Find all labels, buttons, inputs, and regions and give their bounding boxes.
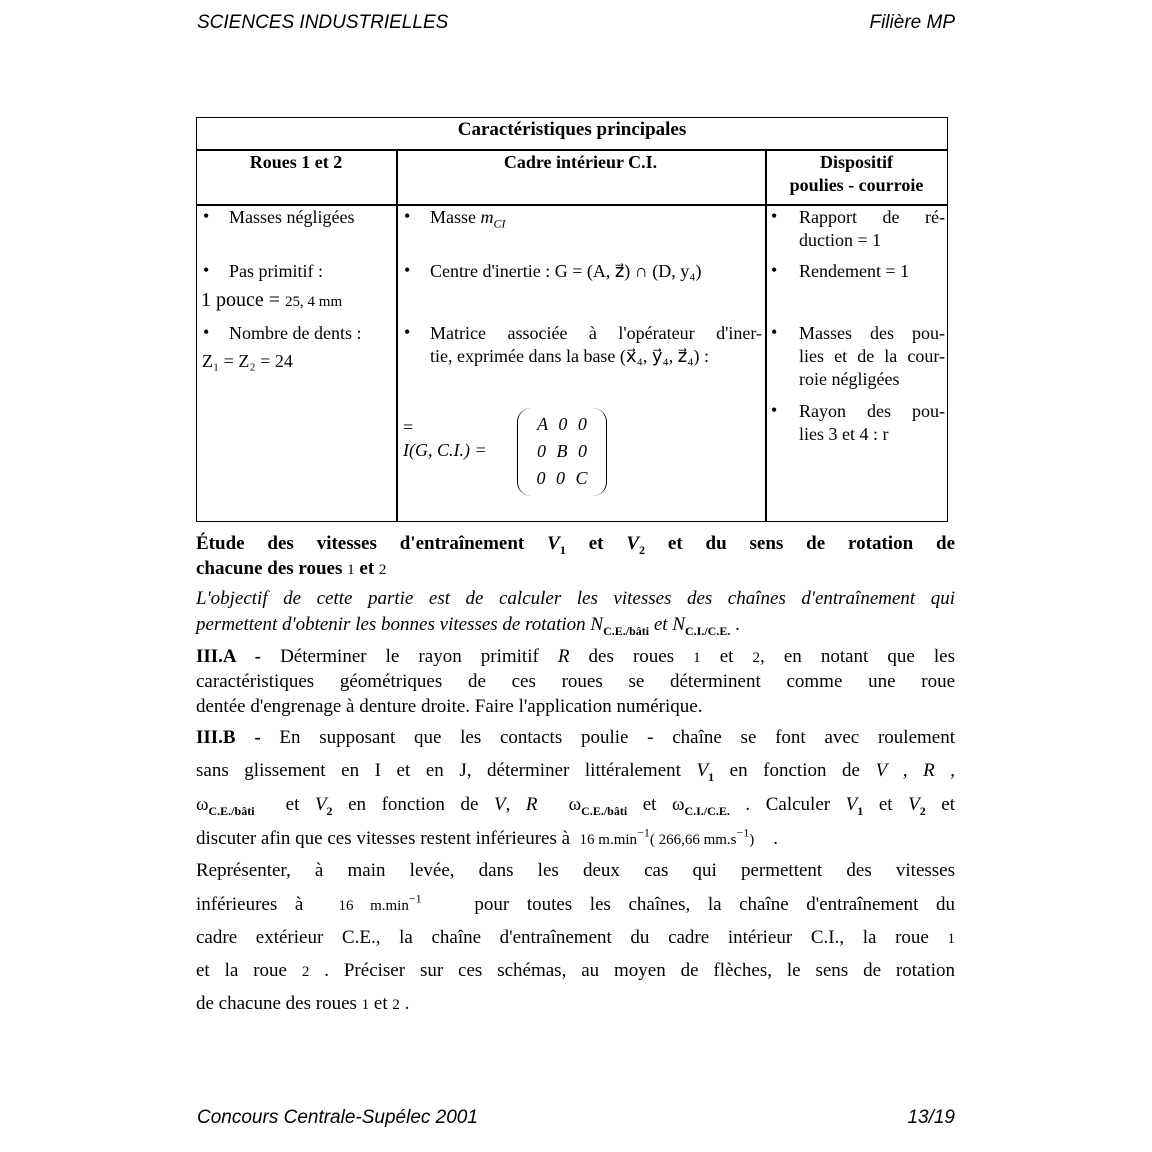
text-segment: et [369, 993, 393, 1014]
text-segment: 1 [361, 997, 370, 1013]
mass-label: Masse [430, 207, 481, 227]
text-segment: dentée d'engrenage à denture droite. Faire l'application numérique. [196, 696, 703, 717]
pulley-masses-l2: lies et de la cour- [799, 346, 945, 366]
pulley-masses-l3: roie négligées [799, 369, 900, 389]
wheels-teeth-value: Z₁ = Z₂ = 24 [202, 351, 293, 371]
text-segment: 2 [752, 650, 761, 666]
matrix-row: 0 B 0 [537, 441, 587, 461]
col-header-pulley-l1: Dispositif [819, 152, 893, 172]
text-segment: 1 [857, 803, 864, 818]
body-line [196, 825, 955, 850]
text-segment: et [700, 646, 753, 667]
text-segment: 1 [559, 542, 566, 557]
body-line [196, 993, 955, 1015]
pulley-ratio-l2: duction = 1 [799, 230, 882, 250]
text-segment: 1 [708, 769, 715, 784]
text-segment: V [845, 794, 858, 815]
text-segment: 1 [947, 931, 955, 947]
footer-left: Concours Centrale-Supélec 2001 [197, 1107, 478, 1128]
text-segment: Étude des vitesses d'entraînement [196, 533, 548, 554]
text-segment: N [672, 614, 685, 635]
text-segment: et [565, 533, 627, 554]
header-left: SCIENCES INDUSTRIELLES [197, 12, 449, 33]
text-segment: , [934, 760, 956, 781]
bullet: • [771, 206, 778, 226]
text-segment: C.E./bâti [208, 803, 255, 818]
matrix-row: A 0 0 [537, 414, 587, 434]
text-segment: C.I./C.E. [684, 803, 730, 818]
text-segment: pour toutes les chaînes, la chaîne d'entraînement du [421, 894, 955, 915]
text-segment: en fonction de [714, 760, 876, 781]
text-segment: R [525, 794, 538, 815]
inertia-matrix [517, 408, 607, 496]
body-line [196, 760, 955, 782]
text-segment: chacune des roues [196, 558, 348, 579]
body-line [196, 533, 955, 555]
text-segment: L'objectif de cette partie est de calculer les vitesses des chaînes d'entraînement qui [196, 588, 955, 609]
text-segment: −1 [408, 891, 422, 906]
col-header-pulley-l2: poulies - courroie [789, 175, 924, 195]
body-line [196, 794, 955, 816]
text-segment: 1 [347, 562, 355, 578]
text-segment: C.E./bâti [603, 623, 650, 638]
text-segment: V [626, 533, 640, 554]
text-segment: R [923, 760, 935, 781]
text-segment: et ω [627, 794, 685, 815]
text-segment: V [908, 794, 920, 815]
text-segment: discuter afin que ces vitesses restent inférieures à [196, 828, 580, 849]
text-segment: III.B - [196, 727, 280, 748]
text-segment: V [547, 533, 560, 554]
body-line [196, 860, 955, 882]
text-segment: 2 [326, 803, 333, 818]
text-segment: sans glissement en I et en J, déterminer littéralement [196, 760, 697, 781]
text-segment: et [863, 794, 909, 815]
tensor-lhs: I(G, C.I.) = [403, 440, 487, 460]
text-segment: V [493, 794, 506, 815]
body-line [196, 558, 955, 580]
text-segment: et [649, 614, 673, 635]
bullet: • [771, 260, 778, 280]
bullet: • [203, 260, 210, 280]
mass-symbol: m [480, 207, 494, 227]
body-line [196, 588, 955, 610]
footer-right: 13/19 [907, 1107, 955, 1128]
text-segment: ( 266,66 mm.s [649, 832, 737, 848]
text-segment: Déterminer le rayon primitif [280, 646, 558, 667]
frame-matrix-text-l2: tie, exprimée dans la base (x⃗₄, y⃗₄, z⃗₄) : [430, 346, 709, 366]
bullet: • [203, 322, 210, 342]
text-segment: permettent d'obtenir les bonnes vitesses de rotation [196, 614, 591, 635]
text-segment: 2 [639, 542, 646, 557]
wheels-inch-label [201, 289, 342, 314]
text-segment: de chacune des roues [196, 993, 362, 1014]
text-segment: III.A - [196, 646, 281, 667]
text-segment: ω [537, 794, 582, 815]
matrix-row: 0 0 C [536, 468, 588, 488]
body-line [196, 671, 955, 693]
text-segment: V [314, 794, 327, 815]
bullet: • [771, 400, 778, 420]
text-segment: . [754, 828, 779, 849]
body-line [196, 891, 955, 916]
text-segment: 16 m.min [579, 832, 638, 848]
text-segment: R [557, 646, 570, 667]
body-line [196, 614, 955, 636]
pulley-masses-l1: Masses des pou- [799, 323, 945, 343]
text-segment: et [254, 794, 315, 815]
text-segment: 2 [378, 562, 387, 578]
text-segment: . Préciser sur ces schémas, au moyen de flèches, le sens de rotation [309, 960, 955, 981]
wheels-teeth: Nombre de dents : [229, 323, 362, 343]
text-segment: 2 [301, 964, 310, 980]
mass-subscript: CI [493, 216, 506, 231]
text-segment: V [696, 760, 709, 781]
bullet: • [404, 206, 411, 226]
pulley-radius-l2: lies 3 et 4 : r [799, 424, 889, 444]
wheels-pitch: Pas primitif : [229, 261, 323, 281]
pulley-radius-l1: Rayon des pou- [799, 401, 945, 421]
col-header-inner-frame: Cadre intérieur C.I. [503, 152, 658, 172]
text-segment: C.I./C.E. [685, 623, 731, 638]
text-segment: 16 m.min [338, 898, 409, 914]
frame-mass [430, 206, 506, 229]
text-segment: 1 [693, 650, 701, 666]
text-segment: , [887, 760, 924, 781]
text-segment: . [399, 993, 410, 1014]
text-segment: ) [749, 832, 755, 848]
text-segment: En supposant que les contacts poulie - chaîne se font avec roulement [279, 727, 955, 748]
inch-label: 1 pouce = [201, 289, 286, 311]
text-segment: caractéristiques géométriques de ces roues se déterminent comme une roue [196, 671, 955, 692]
text-segment: des roues [569, 646, 694, 667]
text-segment: , [505, 794, 526, 815]
text-segment: et la roue [196, 960, 302, 981]
bullet: • [404, 260, 411, 280]
text-segment: cadre extérieur C.E., la chaîne d'entraînement du cadre intérieur C.I., la roue [196, 927, 948, 948]
text-segment: N [590, 614, 604, 635]
text-segment: et [925, 794, 955, 815]
header-right: Filière MP [869, 12, 955, 33]
body-line [196, 646, 955, 668]
text-segment: 2 [919, 803, 926, 818]
text-segment: 2 [392, 997, 400, 1013]
inch-value: 25, 4 mm [285, 294, 343, 310]
pulley-ratio-l1: Rapport de ré- [799, 207, 945, 227]
text-segment: en fonction de [332, 794, 494, 815]
pulley-efficiency: Rendement = 1 [799, 261, 910, 281]
text-segment: , en notant que les [760, 646, 955, 667]
text-segment: −1 [736, 825, 750, 840]
table-divider [765, 149, 767, 522]
body-line [196, 960, 955, 982]
wheels-masses: Masses négligées [229, 207, 355, 227]
text-segment: V [875, 760, 888, 781]
body-line [196, 727, 955, 749]
text-segment: et du sens de rotation de [645, 533, 955, 554]
tensor-bar: = [403, 417, 414, 437]
text-segment: . Calculer [729, 794, 846, 815]
bullet: • [771, 322, 778, 342]
text-segment: inférieures à [196, 894, 339, 915]
col-header-wheels: Roues 1 et 2 [249, 152, 343, 172]
frame-inertia-center: Centre d'inertie : G = (A, z⃗) ∩ (D, y₄) [430, 261, 702, 281]
bullet: • [203, 206, 210, 226]
text-segment: Représenter, à main levée, dans les deux cas qui permettent des vitesses [196, 860, 955, 881]
table-title: Caractéristiques principales [457, 119, 687, 140]
body-line [196, 927, 955, 949]
table-divider [396, 149, 398, 522]
frame-matrix-text-l1: Matrice associée à l'opérateur d'iner- [430, 323, 762, 343]
body-line [196, 696, 955, 718]
bullet: • [404, 322, 411, 342]
text-segment: ω [196, 794, 209, 815]
text-segment: et [354, 558, 379, 579]
text-segment: −1 [637, 825, 650, 840]
text-segment: C.E./bâti [581, 803, 628, 818]
text-segment: . [730, 614, 740, 635]
